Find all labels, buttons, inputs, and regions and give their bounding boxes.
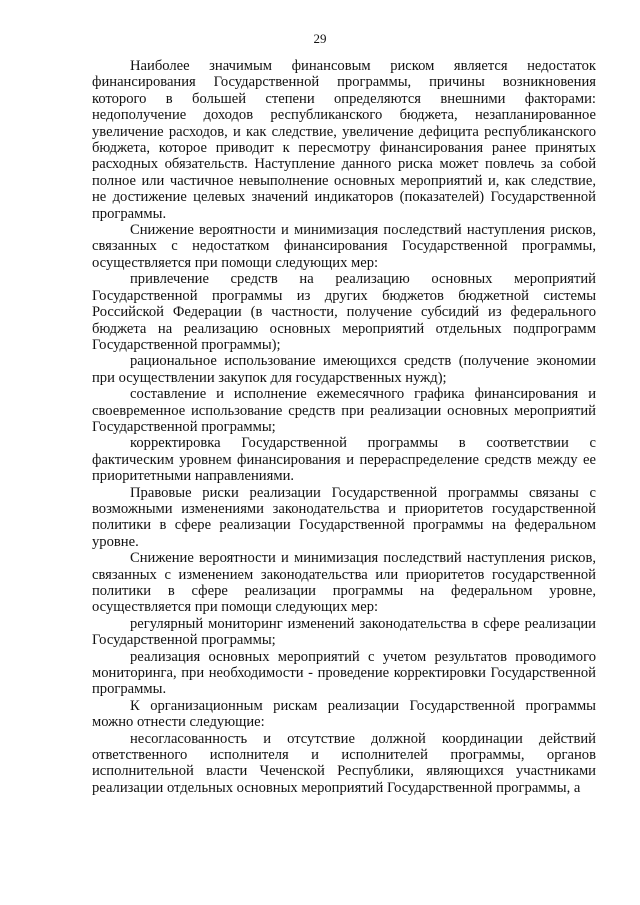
paragraph-financial-risk-mitigation: Снижение вероятности и минимизация последствий наступления рисков, связанных с недостатком финансирования Государственной программы, осуществляется при помощи следующих мер: [92,222,596,271]
list-item-monthly-schedule: составление и исполнение ежемесячного графика финансирования и своевременное использование средств при реализации основных мероприятий Государственной программы; [92,386,596,435]
list-item-rational-use: рациональное использование имеющихся средств (получение экономии при осуществлении закупок для государственных нужд); [92,353,596,386]
list-item-attract-funds: привлечение средств на реализацию основных мероприятий Государственной программы из других бюджетов бюджетной системы Российской Федерации (в частности, получение субсидий из федерального бюджета на реализацию основных мероприятий отдельных подпрограмм Государственной программы); [92,271,596,353]
paragraph-legal-risks: Правовые риски реализации Государственной программы связаны с возможными изменениями законодательства и приоритетов государственной политики в сфере реализации Государственной программы на федеральном уровне. [92,484,596,550]
paragraph-financial-risk: Наиболее значимым финансовым риском является недостаток финансирования Государственной программы, причины возникновения которого в большей степени определяются внешними факторами: недополучение доходов республиканского бюджета, незапланированное увеличение расходов, и как следствие, увеличение дефицита республиканского бюджета, которое приводит к пересмотру финансирования ранее принятых расходных обязательств. Наступление данного риска может повлечь за собой полное или частичное невыполнение основных мероприятий и, как следствие, не достижение целевых значений индикаторов (показателей) Государственной программы. [92,58,596,222]
list-item-coordination: несогласованность и отсутствие должной координации действий ответственного исполнителя и исполнителей программы, органов исполнительной власти Чеченской Республики, являющихся участниками реализации отдельных основных мероприятий Государственной программы, а [92,730,596,796]
list-item-program-adjustment: корректировка Государственной программы в соответствии с фактическим уровнем финансирования и перераспределение средств между ее приоритетными направлениями. [92,435,596,485]
paragraph-organizational-risks: К организационным рискам реализации Государственной программы можно отнести следующие: [92,697,596,731]
list-item-legislation-monitoring: регулярный мониторинг изменений законодательства в сфере реализации Государственной программы; [92,615,596,649]
list-item-monitoring-results: реализация основных мероприятий с учетом результатов проводимого мониторинга, при необходимости - проведение корректировки Государственной программы. [92,648,596,698]
page-number: 29 [313,31,327,46]
paragraph-legal-risk-mitigation: Снижение вероятности и минимизация последствий наступления рисков, связанных с изменением законодательства или приоритетов государственной политики в сфере реализации программы на федеральном уровне, осуществляется при помощи следующих мер: [92,550,596,616]
document-body [92,58,596,796]
